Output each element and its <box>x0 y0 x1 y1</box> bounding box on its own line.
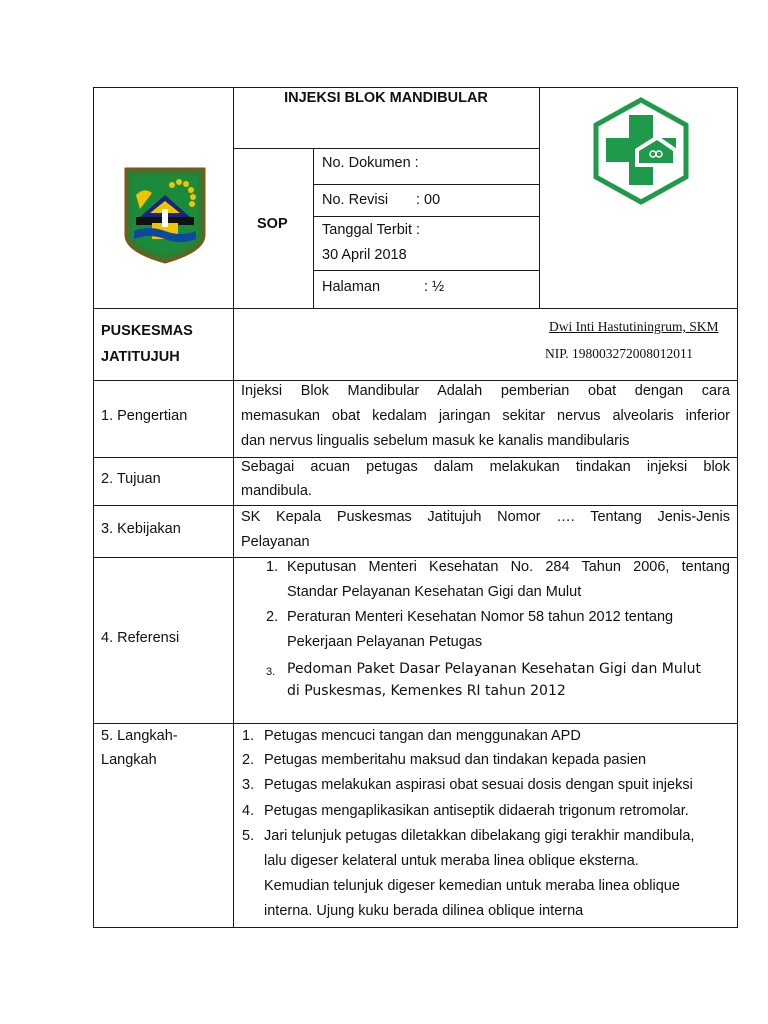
langkah-item-text: Petugas melakukan aspirasi obat sesuai dosis dengan spuit injeksi <box>264 777 693 793</box>
referensi-item-number: 3. <box>266 666 276 678</box>
signer-nip: NIP. 198003272008012011 <box>545 346 694 361</box>
langkah-item-text: Jari telunjuk petugas diletakkan dibelakang gigi terakhir mandibula, <box>264 828 695 844</box>
referensi-item-line: di Puskesmas, Kemenkes RI tahun 2012 <box>287 683 566 699</box>
pengertian-line: dan nervus lingualis sebelum masuk ke kanalis mandibularis <box>241 433 630 449</box>
puskesmas-cross-logo <box>591 97 691 205</box>
section-label-pengertian: 1. Pengertian <box>101 408 188 424</box>
pengertian-line: Injeksi Blok Mandibular Adalah pemberian obat dengan cara <box>241 383 730 399</box>
langkah-continuation-line: interna. Ujung kuku berada dilinea oblique interna <box>264 903 584 919</box>
kebijakan-line: SK Kepala Puskesmas Jatitujuh Nomor …. Tentang Jenis-Jenis <box>241 509 730 525</box>
referensi-item-line: Pekerjaan Pelayanan Petugas <box>287 634 483 650</box>
document-title: INJEKSI BLOK MANDIBULAR <box>284 90 488 106</box>
section-label-kebijakan: 3. Kebijakan <box>101 521 181 537</box>
referensi-item-line: Keputusan Menteri Kesehatan No. 284 Tahun 2006, tentang <box>287 559 730 575</box>
no-revisi-value: : 00 <box>416 192 441 208</box>
langkah-item-number: 2. <box>242 752 255 768</box>
referensi-item-line: Pedoman Paket Dasar Pelayanan Kesehatan Gigi dan Mulut <box>287 661 702 677</box>
tanggal-terbit-label: Tanggal Terbit : <box>322 222 421 238</box>
section-label-referensi: 4. Referensi <box>101 630 180 646</box>
langkah-item-number: 3. <box>242 777 255 793</box>
langkah-item-text: Petugas mengaplikasikan antiseptik didaerah trigonum retromolar. <box>264 803 689 819</box>
kebijakan-line: Pelayanan <box>241 534 310 550</box>
referensi-item-number: 1. <box>266 559 279 575</box>
tanggal-terbit-value: 30 April 2018 <box>322 247 407 263</box>
tujuan-line: mandibula. <box>241 483 312 499</box>
referensi-item-number: 2. <box>266 609 279 625</box>
langkah-continuation-line: lalu digeser kelateral untuk meraba linea oblique eksterna. <box>264 853 639 869</box>
section-label-langkah-2: Langkah <box>101 752 157 768</box>
halaman-label: Halaman <box>322 279 381 295</box>
no-revisi-label: No. Revisi <box>322 192 389 208</box>
section-label-langkah: 5. Langkah- <box>101 728 178 744</box>
regency-emblem-logo <box>122 165 208 265</box>
referensi-item-line: Peraturan Menteri Kesehatan Nomor 58 tahun 2012 tentang <box>287 609 674 625</box>
langkah-item-text: Petugas mencuci tangan dan menggunakan APD <box>264 728 581 744</box>
sop-label: SOP <box>257 216 288 232</box>
langkah-item-number: 5. <box>242 828 255 844</box>
langkah-continuation-line: Kemudian telunjuk digeser kemedian untuk meraba linea oblique <box>264 878 680 894</box>
referensi-item-line: Standar Pelayanan Kesehatan Gigi dan Mulut <box>287 584 582 600</box>
institution-name-line2: JATITUJUH <box>101 349 180 365</box>
langkah-item-text: Petugas memberitahu maksud dan tindakan kepada pasien <box>264 752 647 768</box>
institution-name-line1: PUSKESMAS <box>101 323 193 339</box>
section-label-tujuan: 2. Tujuan <box>101 471 161 487</box>
langkah-item-number: 1. <box>242 728 255 744</box>
langkah-item-number: 4. <box>242 803 255 819</box>
halaman-value: : ½ <box>424 279 445 295</box>
tujuan-line: Sebagai acuan petugas dalam melakukan tindakan injeksi blok <box>241 459 730 475</box>
signer-name: Dwi Inti Hastutiningrum, SKM <box>549 319 719 334</box>
no-dokumen-label: No. Dokumen : <box>322 155 419 171</box>
pengertian-line: memasukan obat kedalam jaringan sekitar nervus alveolaris inferior <box>241 408 730 424</box>
